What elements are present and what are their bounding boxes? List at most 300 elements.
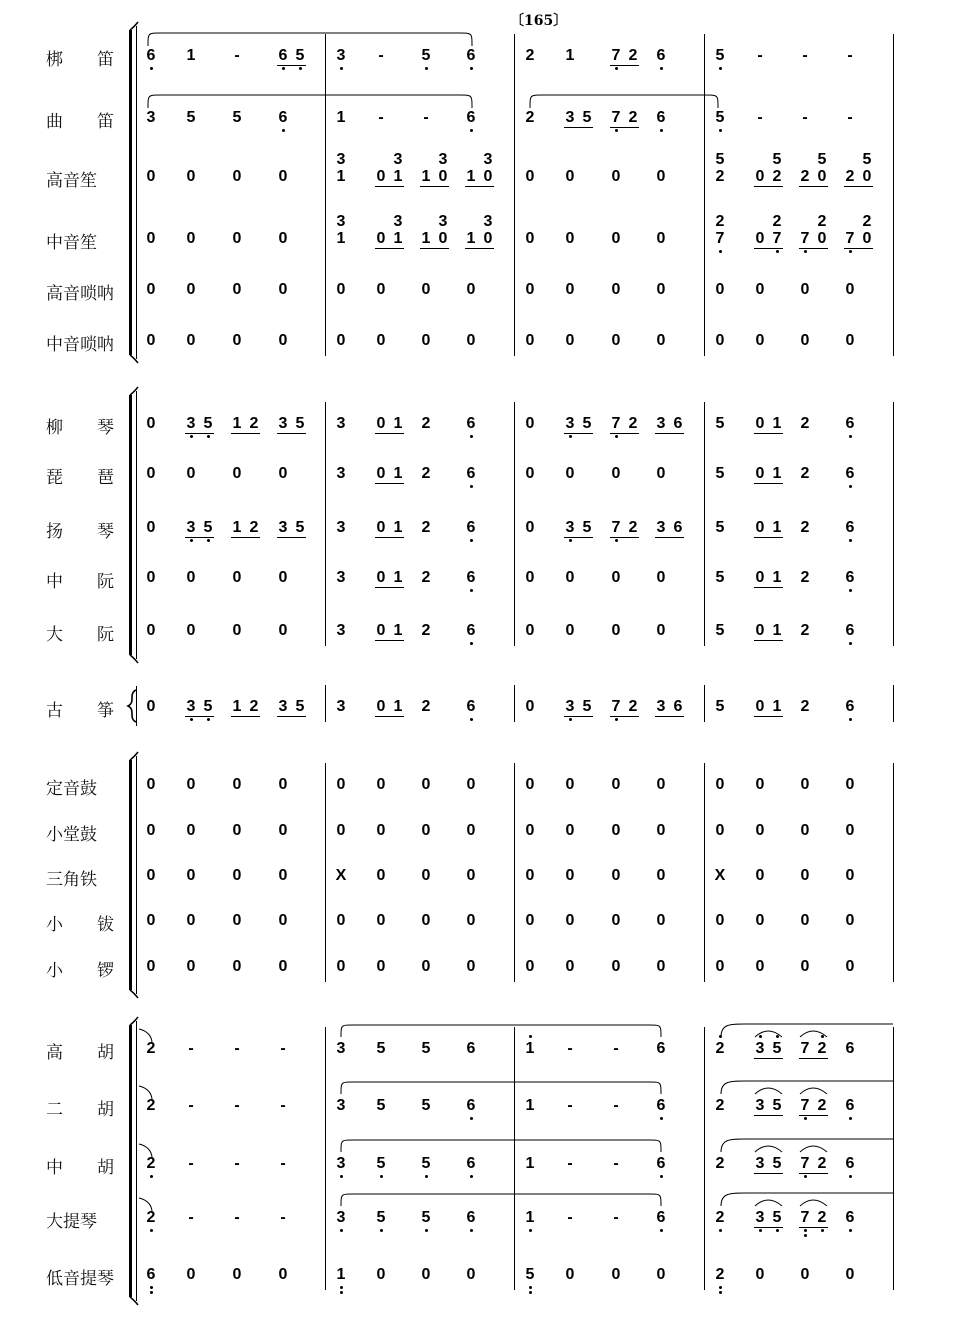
note-1-1-1-3: 6 [466, 465, 476, 482]
low-octave-dot [470, 1229, 473, 1232]
note-0-4-3-0: 0 [715, 281, 725, 298]
note-0-5-2-2: 0 [611, 332, 621, 349]
beam [231, 433, 260, 434]
chord-top: 3 [393, 151, 403, 168]
note-3-0-3-2: 0 [800, 776, 810, 793]
low-octave-dot [207, 539, 210, 542]
note-4-1-0-0: 2 [146, 1097, 156, 1114]
note-2-0-0-1: 3 [186, 698, 196, 715]
note-1-0-2-3: 3 [656, 415, 666, 432]
note-1-3-0-3: 0 [278, 569, 288, 586]
group-bracket-thick [129, 1025, 132, 1297]
note-4-2-3-3: 6 [845, 1155, 855, 1172]
low-octave-dot [207, 718, 210, 721]
note-3-3-1-1: 0 [376, 912, 386, 929]
note-3-1-0-0: 0 [146, 822, 156, 839]
note-4-3-1-2: 5 [421, 1209, 431, 1226]
note-4-0-1-2: 5 [421, 1040, 431, 1057]
low-octave-dot [529, 1286, 532, 1289]
note-0-4-3-2: 0 [800, 281, 810, 298]
beam [375, 640, 404, 641]
low-octave-dot [849, 539, 852, 542]
beam [564, 537, 593, 538]
note-0-5-3-0: 0 [715, 332, 725, 349]
note-3-1-0-1: 0 [186, 822, 196, 839]
note-0-3-2-1: 0 [565, 230, 575, 247]
low-octave-dot [299, 67, 302, 70]
beam [844, 248, 873, 249]
note-1-2-2-2: 2 [628, 519, 638, 536]
note-4-1-3-3: 6 [845, 1097, 855, 1114]
beam [564, 127, 593, 128]
phrase-slur [341, 1140, 661, 1152]
staff-label: 扬 琴 [46, 522, 114, 542]
beam [754, 1227, 783, 1228]
note-0-3-1-1: 1 [393, 230, 403, 247]
staff-label: 高音笙 [46, 171, 97, 191]
phrase-slur-continued [721, 1139, 893, 1152]
low-octave-dot [425, 67, 428, 70]
barline-end [893, 402, 894, 646]
note-0-1-2-0: 2 [525, 109, 535, 126]
phrase-slur [341, 1194, 661, 1206]
barline [325, 1027, 326, 1290]
note-1-0-3-1: 0 [755, 415, 765, 432]
note-2-0-3-0: 5 [715, 698, 725, 715]
beam [420, 186, 449, 187]
note-4-4-3-0: 2 [715, 1266, 725, 1283]
barline-end [893, 685, 894, 722]
note-1-2-2-0: 0 [525, 519, 535, 536]
low-octave-dot [615, 129, 618, 132]
note-3-0-2-1: 0 [565, 776, 575, 793]
note-0-2-2-3: 0 [656, 168, 666, 185]
note-1-3-1-0: 3 [336, 569, 346, 586]
note-0-5-1-0: 0 [336, 332, 346, 349]
note-3-2-0-1: 0 [186, 867, 196, 884]
note-3-2-0-0: 0 [146, 867, 156, 884]
low-octave-dot [470, 1175, 473, 1178]
note-0-2-3-2: 2 [800, 168, 810, 185]
note-0-3-3-3: 7 [845, 230, 855, 247]
low-octave-dot [660, 129, 663, 132]
note-1-1-0-1: 0 [186, 465, 196, 482]
note-0-4-2-1: 0 [565, 281, 575, 298]
note-4-3-3-2: 7 [800, 1209, 810, 1226]
note-4-2-2-1: - [567, 1155, 573, 1172]
low-octave-dot [804, 250, 807, 253]
note-3-2-2-2: 0 [611, 867, 621, 884]
note-4-3-1-0: 3 [336, 1209, 346, 1226]
note-4-1-3-2: 2 [817, 1097, 827, 1114]
barline [325, 402, 326, 646]
note-3-0-2-3: 0 [656, 776, 666, 793]
note-2-0-2-3: 6 [673, 698, 683, 715]
barline [514, 763, 515, 982]
low-octave-dot [425, 1229, 428, 1232]
note-1-0-2-0: 0 [525, 415, 535, 432]
note-1-3-2-0: 0 [525, 569, 535, 586]
note-1-4-3-3: 6 [845, 622, 855, 639]
note-1-4-3-0: 5 [715, 622, 725, 639]
note-3-3-3-1: 0 [755, 912, 765, 929]
note-0-5-3-3: 0 [845, 332, 855, 349]
note-4-0-0-1: - [188, 1040, 194, 1057]
low-octave-dot [150, 1175, 153, 1178]
note-2-0-2-1: 3 [565, 698, 575, 715]
staff-label: 中 胡 [46, 1158, 114, 1178]
beam [375, 716, 404, 717]
tie-arc [755, 1146, 782, 1152]
note-1-0-0-2: 2 [249, 415, 259, 432]
note-4-1-0-3: - [280, 1097, 286, 1114]
note-3-3-3-0: 0 [715, 912, 725, 929]
beam [277, 65, 306, 66]
beam [465, 186, 494, 187]
note-1-0-0-3: 5 [295, 415, 305, 432]
note-0-1-1-0: 1 [336, 109, 346, 126]
note-1-2-0-0: 0 [146, 519, 156, 536]
note-1-3-0-0: 0 [146, 569, 156, 586]
note-2-0-2-2: 7 [611, 698, 621, 715]
note-1-2-3-1: 0 [755, 519, 765, 536]
low-octave-dot [719, 129, 722, 132]
low-octave-dot [470, 435, 473, 438]
low-octave-dot [569, 539, 572, 542]
note-3-4-3-3: 0 [845, 958, 855, 975]
note-1-1-3-1: 1 [772, 465, 782, 482]
note-1-1-2-0: 0 [525, 465, 535, 482]
note-0-4-0-1: 0 [186, 281, 196, 298]
note-3-1-2-2: 0 [611, 822, 621, 839]
note-1-1-0-2: 0 [232, 465, 242, 482]
note-0-4-2-2: 0 [611, 281, 621, 298]
beam [754, 483, 783, 484]
barline [704, 402, 705, 646]
note-4-4-2-0: 5 [525, 1266, 535, 1283]
low-octave-dot [849, 589, 852, 592]
note-1-1-3-2: 2 [800, 465, 810, 482]
note-3-4-1-2: 0 [421, 958, 431, 975]
note-0-5-2-3: 0 [656, 332, 666, 349]
note-1-4-0-0: 0 [146, 622, 156, 639]
note-3-2-3-3: 0 [845, 867, 855, 884]
note-3-4-3-2: 0 [800, 958, 810, 975]
note-4-2-2-0: 1 [525, 1155, 535, 1172]
beam [754, 716, 783, 717]
chord-top: 2 [715, 213, 725, 230]
note-3-4-2-1: 0 [565, 958, 575, 975]
note-4-2-3-1: 5 [772, 1155, 782, 1172]
note-4-3-2-1: - [567, 1209, 573, 1226]
barline [514, 1027, 515, 1290]
barline [514, 402, 515, 646]
note-1-3-3-3: 6 [845, 569, 855, 586]
note-3-0-3-3: 0 [845, 776, 855, 793]
beam [610, 716, 639, 717]
note-3-3-3-2: 0 [800, 912, 810, 929]
note-0-0-3-0: 5 [715, 47, 725, 64]
staff-label: 柳 琴 [46, 418, 114, 438]
note-2-0-1-1: 0 [376, 698, 386, 715]
note-2-0-0-2: 2 [249, 698, 259, 715]
note-1-0-0-1: 5 [203, 415, 213, 432]
note-1-3-3-1: 1 [772, 569, 782, 586]
low-octave-dot [569, 718, 572, 721]
note-3-4-2-2: 0 [611, 958, 621, 975]
note-4-3-2-2: - [613, 1209, 619, 1226]
note-1-1-3-1: 0 [755, 465, 765, 482]
beam [185, 433, 214, 434]
beam [754, 1058, 783, 1059]
note-0-3-1-0: 1 [336, 230, 346, 247]
note-0-2-3-2: 0 [817, 168, 827, 185]
note-3-1-1-1: 0 [376, 822, 386, 839]
note-1-2-2-3: 3 [656, 519, 666, 536]
note-4-4-0-2: 0 [232, 1266, 242, 1283]
note-0-0-3-3: - [847, 47, 853, 64]
note-4-3-0-3: - [280, 1209, 286, 1226]
low-octave-dot [470, 642, 473, 645]
low-octave-dot [340, 1229, 343, 1232]
note-4-1-1-1: 5 [376, 1097, 386, 1114]
note-4-1-2-1: - [567, 1097, 573, 1114]
note-0-2-1-0: 1 [336, 168, 346, 185]
note-1-4-3-2: 2 [800, 622, 810, 639]
note-1-4-1-0: 3 [336, 622, 346, 639]
low-octave-dot [615, 435, 618, 438]
note-0-1-2-1: 5 [582, 109, 592, 126]
low-octave-dot [190, 718, 193, 721]
note-2-0-3-3: 6 [845, 698, 855, 715]
note-1-0-1-1: 0 [376, 415, 386, 432]
note-4-4-0-0: 6 [146, 1266, 156, 1283]
note-2-0-3-1: 1 [772, 698, 782, 715]
beam [610, 65, 639, 66]
note-0-5-1-2: 0 [421, 332, 431, 349]
note-1-4-2-3: 0 [656, 622, 666, 639]
note-4-0-0-2: - [234, 1040, 240, 1057]
low-octave-dot [719, 1286, 722, 1289]
note-1-0-0-2: 1 [232, 415, 242, 432]
note-1-1-2-2: 0 [611, 465, 621, 482]
low-octave-dot [529, 1229, 532, 1232]
low-octave-dot [340, 1175, 343, 1178]
staff-label: 三角铁 [46, 870, 97, 890]
note-1-3-3-0: 5 [715, 569, 725, 586]
note-0-5-2-1: 0 [565, 332, 575, 349]
beam [564, 716, 593, 717]
phrase-slur [148, 33, 472, 46]
note-1-1-2-1: 0 [565, 465, 575, 482]
note-3-1-1-0: 0 [336, 822, 346, 839]
note-3-4-0-1: 0 [186, 958, 196, 975]
phrase-slur [341, 1082, 661, 1094]
note-3-3-0-0: 0 [146, 912, 156, 929]
beam [375, 248, 404, 249]
note-4-0-2-0: 1 [525, 1040, 535, 1057]
note-0-4-1-1: 0 [376, 281, 386, 298]
note-3-4-1-3: 0 [466, 958, 476, 975]
note-0-5-2-0: 0 [525, 332, 535, 349]
note-1-3-2-2: 0 [611, 569, 621, 586]
note-1-2-0-2: 1 [232, 519, 242, 536]
note-4-3-3-0: 2 [715, 1209, 725, 1226]
note-3-1-1-3: 0 [466, 822, 476, 839]
note-1-0-2-2: 2 [628, 415, 638, 432]
note-0-3-0-2: 0 [232, 230, 242, 247]
note-4-3-3-2: 2 [817, 1209, 827, 1226]
low-octave-dot [849, 718, 852, 721]
note-4-2-0-0: 2 [146, 1155, 156, 1172]
note-1-2-3-3: 6 [845, 519, 855, 536]
note-0-1-2-3: 6 [656, 109, 666, 126]
note-0-0-0-3: 5 [295, 47, 305, 64]
note-0-3-1-2: 0 [438, 230, 448, 247]
note-1-0-2-3: 6 [673, 415, 683, 432]
tie-arc [800, 1146, 827, 1152]
staff-label: 小 钹 [46, 915, 114, 935]
note-2-0-0-1: 5 [203, 698, 213, 715]
note-0-0-1-2: 5 [421, 47, 431, 64]
note-4-0-3-1: 3 [755, 1040, 765, 1057]
beam [610, 537, 639, 538]
note-3-3-0-2: 0 [232, 912, 242, 929]
note-4-1-1-0: 3 [336, 1097, 346, 1114]
note-4-2-1-2: 5 [421, 1155, 431, 1172]
beam [465, 248, 494, 249]
note-1-1-3-0: 5 [715, 465, 725, 482]
note-1-2-0-2: 2 [249, 519, 259, 536]
note-1-3-1-3: 6 [466, 569, 476, 586]
note-0-1-0-0: 3 [146, 109, 156, 126]
note-4-0-3-2: 7 [800, 1040, 810, 1057]
chord-top: 3 [336, 151, 346, 168]
beam [610, 433, 639, 434]
note-3-0-0-0: 0 [146, 776, 156, 793]
beam [610, 127, 639, 128]
staff-label: 中音唢呐 [46, 335, 114, 355]
high-octave-dot [759, 1035, 762, 1038]
note-0-4-3-3: 0 [845, 281, 855, 298]
note-1-2-1-2: 2 [421, 519, 431, 536]
beam [799, 1115, 828, 1116]
note-1-3-1-1: 0 [376, 569, 386, 586]
note-3-3-0-1: 0 [186, 912, 196, 929]
staff-label: 中音笙 [46, 233, 97, 253]
note-3-1-3-2: 0 [800, 822, 810, 839]
low-octave-dot [759, 1229, 762, 1232]
note-4-0-3-3: 6 [845, 1040, 855, 1057]
barline [325, 34, 326, 356]
low-octave-dot [804, 1234, 807, 1237]
barline [704, 1027, 705, 1290]
note-1-4-3-1: 1 [772, 622, 782, 639]
low-octave-dot [569, 435, 572, 438]
note-3-2-0-3: 0 [278, 867, 288, 884]
note-0-2-0-1: 0 [186, 168, 196, 185]
note-1-2-2-2: 7 [611, 519, 621, 536]
note-0-0-2-2: 2 [628, 47, 638, 64]
note-1-2-3-2: 2 [800, 519, 810, 536]
note-4-0-1-0: 3 [336, 1040, 346, 1057]
group-bracket-thick [129, 30, 132, 355]
note-3-3-2-3: 0 [656, 912, 666, 929]
note-1-3-3-2: 2 [800, 569, 810, 586]
note-3-4-3-1: 0 [755, 958, 765, 975]
note-2-0-0-2: 1 [232, 698, 242, 715]
note-3-2-1-0: X [335, 867, 347, 884]
low-octave-dot [340, 1291, 343, 1294]
beam [375, 537, 404, 538]
chord-top: 5 [862, 151, 872, 168]
staff-label: 古 筝 [46, 701, 114, 721]
note-1-0-2-1: 3 [565, 415, 575, 432]
low-octave-dot [340, 1286, 343, 1289]
note-1-0-1-2: 2 [421, 415, 431, 432]
note-3-0-0-1: 0 [186, 776, 196, 793]
beam [655, 433, 684, 434]
note-0-0-2-3: 6 [656, 47, 666, 64]
note-2-0-2-1: 5 [582, 698, 592, 715]
phrase-slur-continued [721, 1024, 893, 1037]
note-3-3-1-2: 0 [421, 912, 431, 929]
note-1-2-1-1: 0 [376, 519, 386, 536]
note-4-3-0-0: 2 [146, 1209, 156, 1226]
barline-end [893, 34, 894, 356]
note-3-3-2-1: 0 [565, 912, 575, 929]
note-4-4-3-1: 0 [755, 1266, 765, 1283]
note-1-1-2-3: 0 [656, 465, 666, 482]
note-0-3-2-2: 0 [611, 230, 621, 247]
barline [514, 34, 515, 356]
note-4-2-1-3: 6 [466, 1155, 476, 1172]
note-4-1-3-1: 5 [772, 1097, 782, 1114]
beam [375, 483, 404, 484]
note-0-5-3-2: 0 [800, 332, 810, 349]
note-4-0-2-1: - [567, 1040, 573, 1057]
note-4-3-3-1: 3 [755, 1209, 765, 1226]
note-0-3-1-1: 0 [376, 230, 386, 247]
note-0-0-0-0: 6 [146, 47, 156, 64]
low-octave-dot [470, 589, 473, 592]
note-2-0-0-0: 0 [146, 698, 156, 715]
note-3-2-0-2: 0 [232, 867, 242, 884]
note-1-2-0-1: 5 [203, 519, 213, 536]
staff-label: 高 胡 [46, 1043, 114, 1063]
low-octave-dot [660, 1175, 663, 1178]
note-1-2-3-1: 1 [772, 519, 782, 536]
chord-top: 5 [772, 151, 782, 168]
group-bracket-thick [129, 760, 132, 990]
beam [185, 537, 214, 538]
beam [754, 537, 783, 538]
note-0-2-3-3: 0 [862, 168, 872, 185]
low-octave-dot [470, 129, 473, 132]
note-3-0-0-3: 0 [278, 776, 288, 793]
note-0-3-0-3: 0 [278, 230, 288, 247]
note-4-2-2-2: - [613, 1155, 619, 1172]
note-1-1-0-3: 0 [278, 465, 288, 482]
note-0-0-2-2: 7 [611, 47, 621, 64]
note-0-2-1-3: 0 [483, 168, 493, 185]
staff-brace [128, 690, 136, 722]
low-octave-dot [150, 1229, 153, 1232]
note-0-3-0-1: 0 [186, 230, 196, 247]
note-3-3-2-0: 0 [525, 912, 535, 929]
barline [325, 685, 326, 722]
beam [844, 186, 873, 187]
